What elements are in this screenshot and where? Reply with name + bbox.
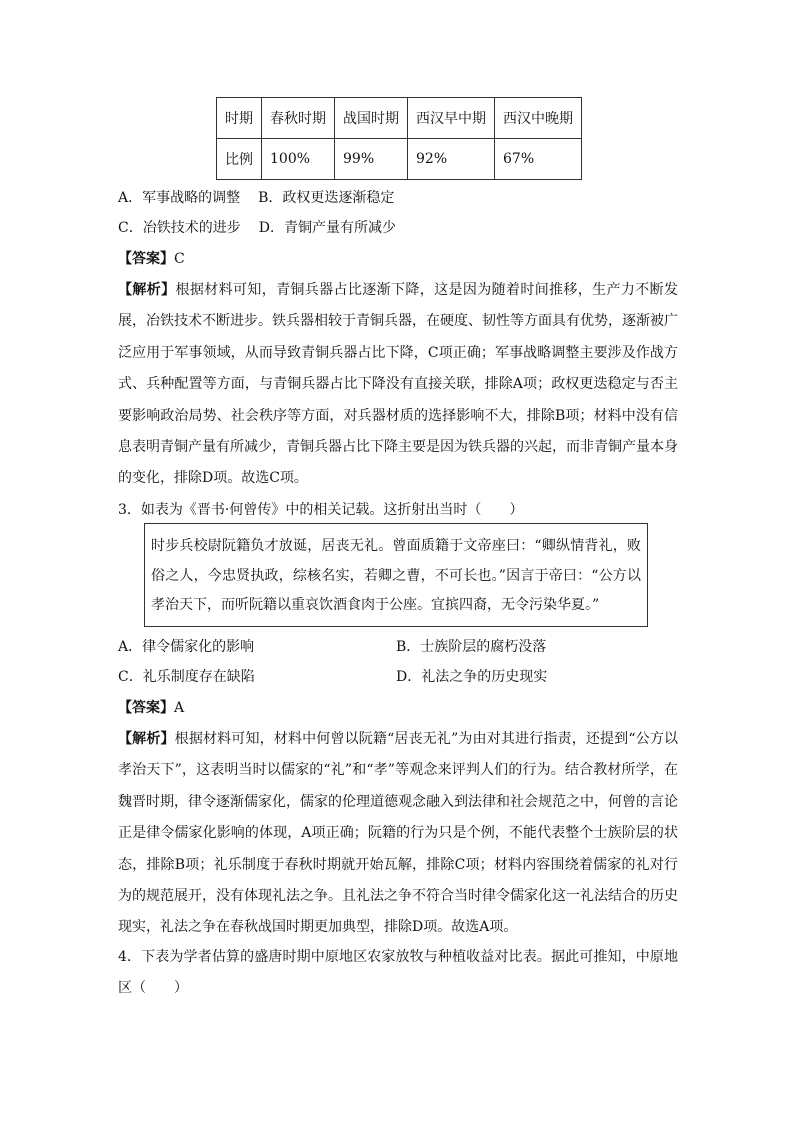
q3-material-box [144,523,648,627]
q3-material-text: 时步兵校尉阮籍负才放诞，居丧无礼。曾面质籍于文帝座曰：“卿纵情背礼，败俗之人，今忠贤执政，综核名实，若卿之曹，不可长也。”因言于帝曰：“公方以孝治天下，而听阮籍以重哀饮酒食肉于公座。宜摈四裔，无令污染华夏。” [151,538,641,613]
table-cell: 100% [262,139,335,180]
answer-label: 【答案】 [118,251,174,267]
q2-option-a: A．军事战略的调整 [118,190,241,206]
table-cell: 西汉中晚期 [495,98,582,139]
table-cell: 比例 [217,139,262,180]
q2-options-row-2 [118,218,396,238]
answer-value: A [174,700,185,716]
q3-option-b: B．士族阶层的腐朽没落 [396,639,547,655]
analysis-label: 【解析】 [118,282,176,298]
q3-option-d: D．礼法之争的历史现实 [396,669,548,685]
q2-option-d: D．青铜产量有所减少 [258,220,396,236]
q2-analysis [118,275,678,495]
answer-value: C [174,251,185,267]
table-cell: 春秋时期 [262,98,335,139]
q3-option-a: A．律令儒家化的影响 [118,639,255,655]
table-row [217,139,582,180]
q3-answer [118,698,184,718]
table-cell: 99% [335,139,408,180]
table-header-row [217,98,582,139]
table-cell: 时期 [217,98,262,139]
table-cell: 西汉早中期 [408,98,495,139]
analysis-text: 根据材料可知，青铜兵器占比逐渐下降，这是因为随着时间推移，生产力不断发展，冶铁技术不断进步。铁兵器相较于青铜兵器，在硬度、韧性等方面具有优势，逐渐被广泛应用于军事领域，从而导致青铜兵器占比下降，C项正确；军事战略调整主要涉及作战方式、兵种配置等方面，与青铜兵器占比下降没有直接关联，排除A项；政权更迭稳定与否主要影响政治局势、社会秩序等方面，对兵器材质的选择影响不大，排除B项；材料中没有信息表明青铜产量有所减少，青铜兵器占比下降主要是因为铁兵器的兴起，而非青铜产量本身的变化，排除D项。故选C项。 [118,282,679,487]
table-cell: 战国时期 [335,98,408,139]
q2-answer [118,249,185,269]
table-cell: 92% [408,139,495,180]
q4-stem: 4．下表为学者估算的盛唐时期中原地区农家放牧与种植收益对比表。据此可推知，中原地区（ ） [118,949,678,997]
q3-stem: 3．如表为《晋书·何曾传》中的相关记载。这折射出当时（ ） [118,502,524,518]
q2-option-c: C．冶铁技术的进步 [118,220,241,236]
analysis-text: 根据材料可知，材料中何曾以阮籍“居丧无礼”为由对其进行指责，还提到“公方以孝治天下”，这表明当时以儒家的“礼”和“孝”等观念来评判人们的行为。结合教材所学，在魏晋时期，律令逐渐儒家化，儒家的伦理道德观念融入到法律和社会规范之中，何曾的言论正是律令儒家化影响的体现，A项正确；阮籍的行为只是个例，不能代表整个士族阶层的状态，排除B项；礼乐制度于春秋时期就开始瓦解，排除C项；材料内容围绕着儒家的礼对行为的规范展开，没有体现礼法之争。且礼法之争不符合当时律令儒家化这一礼法结合的历史现实，礼法之争在春秋战国时期更加典型，排除D项。故选A项。 [118,731,678,936]
answer-label: 【答案】 [118,700,174,716]
table-cell: 67% [495,139,582,180]
q2-options-row-1 [118,188,394,208]
q2-option-b: B．政权更迭逐渐稳定 [258,190,395,206]
q3-analysis [118,724,678,944]
bronze-weapon-ratio-table [216,97,582,180]
q3-option-c: C．礼乐制度存在缺陷 [118,669,255,685]
analysis-label: 【解析】 [118,731,175,747]
